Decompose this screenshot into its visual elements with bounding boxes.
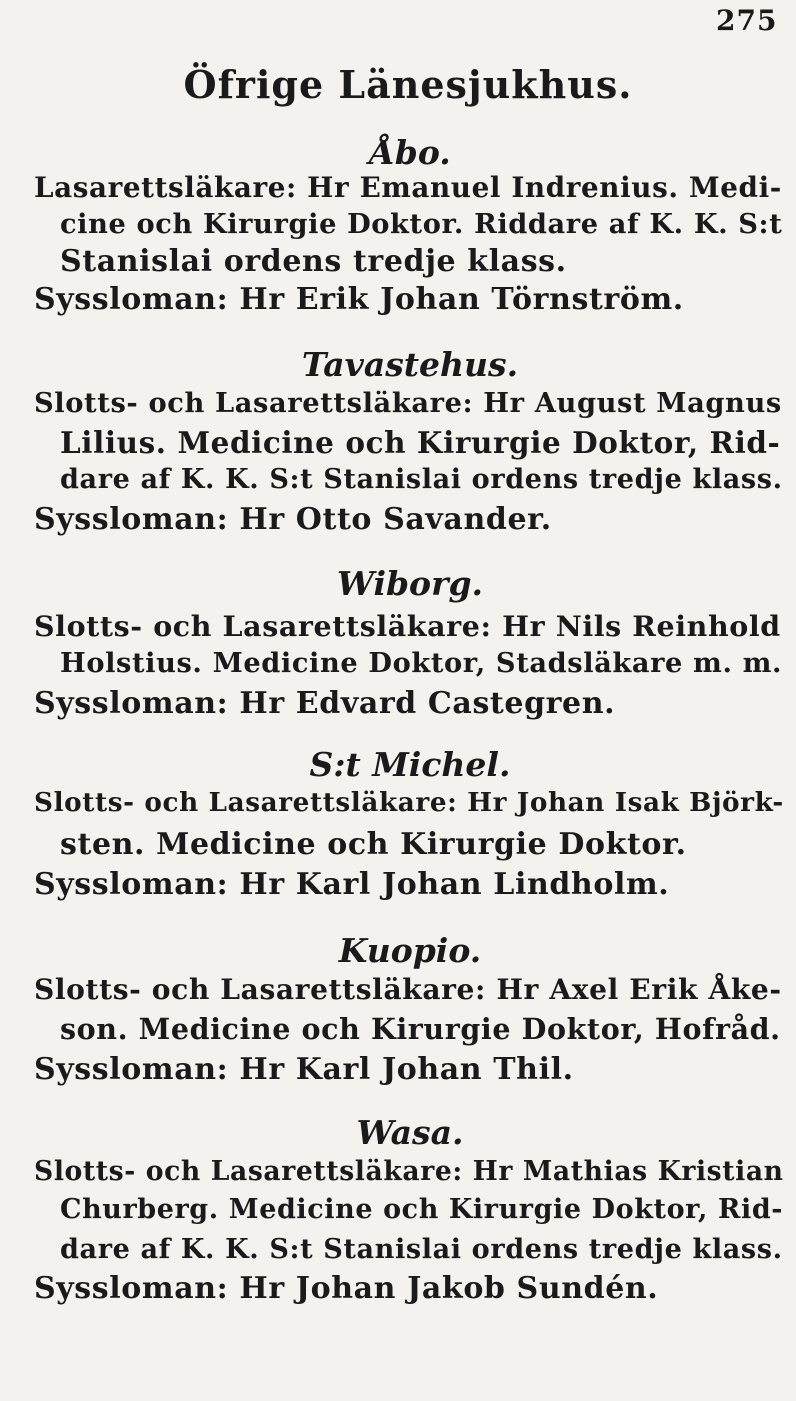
- text-line: Stanislai ordens tredje klass.: [60, 244, 567, 279]
- page-number: 275: [716, 4, 778, 37]
- text-line: dare af K. K. S:t Stanislai ordens tredje klass.: [60, 464, 783, 495]
- section-heading-st-michel: S:t Michel.: [309, 745, 511, 784]
- section-heading-tavastehus: Tavastehus.: [301, 345, 519, 384]
- text-line: Churberg. Medicine och Kirurgie Doktor, Rid-: [60, 1194, 784, 1225]
- page-title: Öfrige Länesjukhus.: [183, 62, 633, 107]
- text-line: Holstius. Medicine Doktor, Stadsläkare m. m.: [60, 647, 783, 679]
- text-line: Syssloman: Hr Otto Savander.: [34, 502, 552, 537]
- text-line: Syssloman: Hr Karl Johan Thil.: [34, 1052, 574, 1087]
- text-line: Syssloman: Hr Karl Johan Lindholm.: [34, 867, 670, 902]
- text-line: Lilius. Medicine och Kirurgie Doktor, Rid-: [60, 425, 781, 460]
- text-line: Slotts- och Lasarettsläkare: Hr Nils Reinhold: [34, 609, 781, 643]
- text-line: Lasarettsläkare: Hr Emanuel Indrenius. Medi-: [34, 171, 782, 204]
- section-heading-kuopio: Kuopio.: [338, 931, 482, 970]
- text-line: Syssloman: Hr Erik Johan Törnström.: [34, 282, 684, 317]
- text-line: Slotts- och Lasarettsläkare: Hr August Magnus: [34, 387, 782, 419]
- text-line: Syssloman: Hr Edvard Castegren.: [34, 686, 616, 721]
- text-line: Slotts- och Lasarettsläkare: Hr Mathias Kristian: [34, 1156, 784, 1187]
- text-line: Slotts- och Lasarettsläkare: Hr Johan Isak Björk-: [34, 787, 784, 818]
- text-line: Syssloman: Hr Johan Jakob Sundén.: [34, 1271, 659, 1306]
- text-line: Slotts- och Lasarettsläkare: Hr Axel Erik Åke-: [34, 973, 782, 1006]
- section-heading-wasa: Wasa.: [356, 1113, 464, 1152]
- text-line: son. Medicine och Kirurgie Doktor, Hofråd.: [60, 1012, 781, 1046]
- text-line: cine och Kirurgie Doktor. Riddare af K. K. S:t: [60, 208, 783, 240]
- text-line: sten. Medicine och Kirurgie Doktor.: [60, 827, 687, 862]
- text-line: dare af K. K. S:t Stanislai ordens tredje klass.: [60, 1234, 783, 1265]
- section-heading-wiborg: Wiborg.: [336, 564, 484, 603]
- section-heading-abo: Åbo.: [369, 133, 451, 172]
